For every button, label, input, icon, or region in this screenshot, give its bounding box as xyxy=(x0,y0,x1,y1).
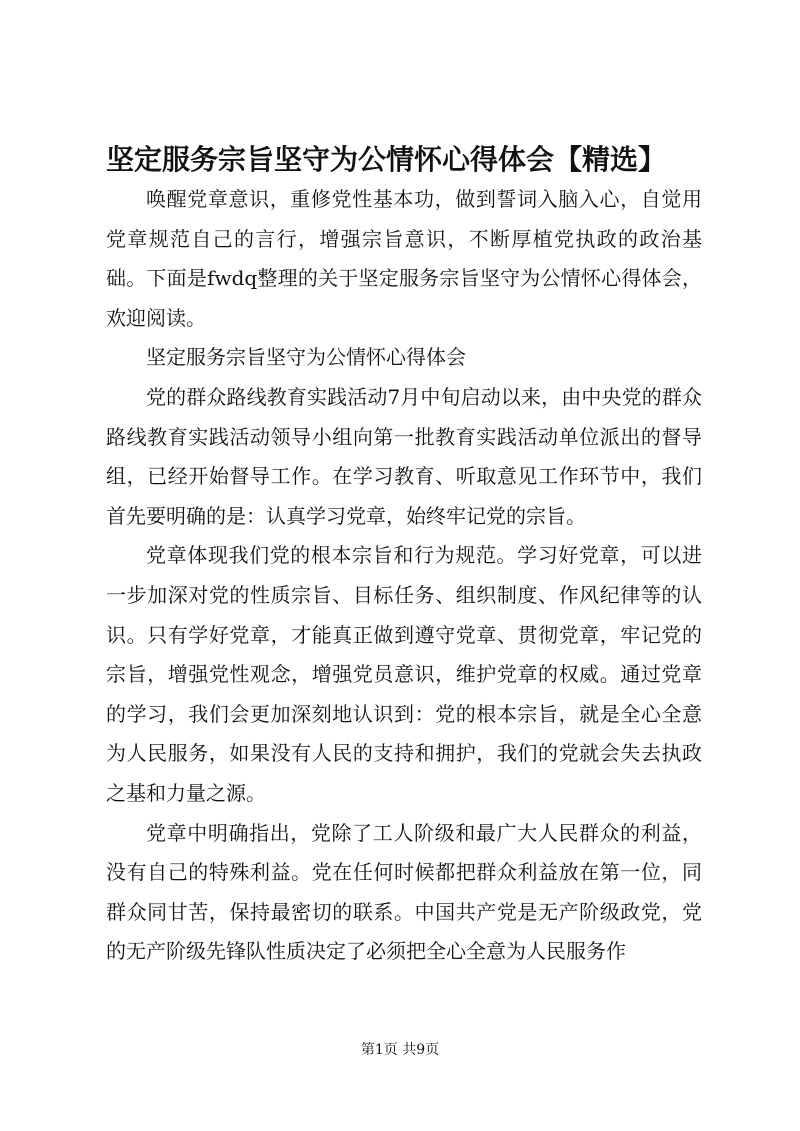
paragraph-body-3: 党章中明确指出，党除了工人阶级和最广大人民群众的利益，没有自己的特殊利益。党在任何时候都把群众利益放在第一位，同群众同甘苦，保持最密切的联系。中国共产党是无产阶级政党，党的无产阶级先锋队性质决定了必须把全心全意为人民服务作 xyxy=(106,820,702,964)
paragraph-subtitle: 坚定服务宗旨坚守为公情怀心得体会 xyxy=(146,345,466,370)
document-body xyxy=(106,180,702,972)
page-footer: 第1页 共9页 xyxy=(360,1042,440,1058)
paragraph-body-1: 党的群众路线教育实践活动7月中旬启动以来，由中央党的群众路线教育实践活动领导小组向第一批教育实践活动单位派出的督导组，已经开始督导工作。在学习教育、听取意见工作环节中，我们首先要明确的是：认真学习党章，始终牢记党的宗旨。 xyxy=(106,384,702,528)
paragraph-intro: 唤醒党章意识，重修党性基本功，做到誓词入脑入心，自觉用党章规范自己的言行，增强宗旨意识，不断厚植党执政的政治基础。下面是fwdq整理的关于坚定服务宗旨坚守为公情怀心得体会，欢迎阅读。 xyxy=(106,187,702,330)
document-title: 坚定服务宗旨坚守为公情怀心得体会【精选】 xyxy=(106,143,667,176)
paragraph-body-2: 党章体现我们党的根本宗旨和行为规范。学习好党章，可以进一步加深对党的性质宗旨、目标任务、组织制度、作风纪律等的认识。只有学好党章，才能真正做到遵守党章、贯彻党章，牢记党的宗旨，增强党性观念，增强党员意识，维护党章的权威。通过党章的学习，我们会更加深刻地认识到：党的根本宗旨，就是全心全意为人民服务，如果没有人民的支持和拥护，我们的党就会失去执政之基和力量之源。 xyxy=(106,543,702,805)
